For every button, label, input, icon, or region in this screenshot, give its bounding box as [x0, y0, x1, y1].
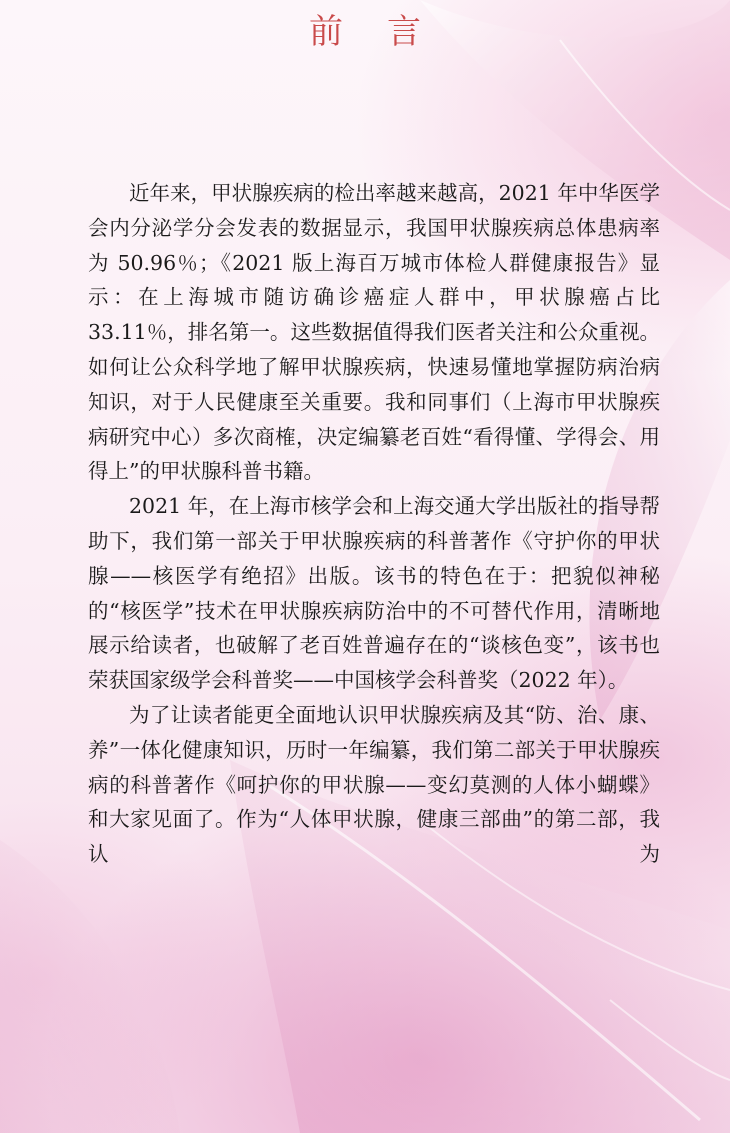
paragraph-2: 2021 年，在上海市核学会和上海交通大学出版社的指导帮助下，我们第一部关于甲状腺疾病的科普著作《守护你的甲状腺——核医学有绝招》出版。该书的特色在于：把貌似神秘的“核医学”技术在甲状腺疾病防治中的不可替代作用，清晰地展示给读者，也破解了老百姓普遍存在的“谈核色变”，该书也荣获国家级学会科普奖——中国核学会科普奖（2022 年）。 — [88, 494, 660, 693]
preface-body — [88, 176, 660, 872]
paragraph-1: 近年来，甲状腺疾病的检出率越来越高，2021 年中华医学会内分泌学分会发表的数据显示，我国甲状腺疾病总体患病率为 50.96％；《2021 版上海百万城市体检人群健康报告》显示：在上海城市随访确诊癌症人群中，甲状腺癌占比 33.11％，排名第一。这些数据值得我们医者关注和公众重视。如何让公众科学地了解甲状腺疾病，快速易懂地掌握防病治病知识，对于人民健康至关重要。我和同事们（上海市甲状腺疾病研究中心）多次商榷，决定编纂老百姓“看得懂、学得会、用得上”的甲状腺科普书籍。 — [88, 181, 660, 484]
page-title: 前言 — [309, 12, 465, 52]
petal-lower-left — [0, 840, 180, 1133]
paragraph-3: 为了让读者能更全面地认识甲状腺疾病及其“防、治、康、养”一体化健康知识，历时一年编纂，我们第二部关于甲状腺疾病的科普著作《呵护你的甲状腺——变幻莫测的人体小蝴蝶》和大家见面了。作为“人体甲状腺，健康三部曲”的第二部，我认为 — [88, 702, 660, 867]
